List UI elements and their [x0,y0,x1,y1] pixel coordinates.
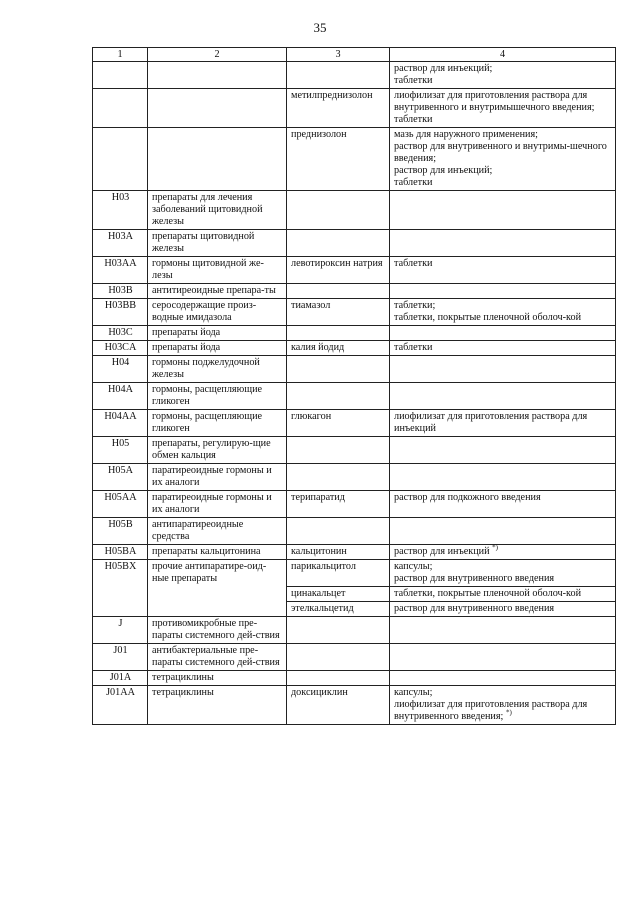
table-row [93,230,616,257]
drug-name-cell [287,671,390,686]
group-name-cell: антитиреоидные препара-ты [148,284,287,299]
dosage-form-cell [390,602,616,617]
column-header: 3 [287,48,390,62]
atc-code-cell: J01AA [93,686,148,725]
table-row [93,299,616,326]
group-name-cell: гормоны поджелудочной железы [148,356,287,383]
group-name-cell: препараты щитовидной железы [148,230,287,257]
atc-code-cell: J [93,617,148,644]
dosage-form-text: капсулы; [394,561,433,572]
table-body [93,62,616,725]
dosage-form-line [394,492,612,504]
table-row [93,89,616,128]
dosage-form-text: раствор для подкожного введения [394,492,541,503]
dosage-form-cell [390,410,616,437]
drug-name-cell [287,464,390,491]
drug-name-cell [287,644,390,671]
dosage-form-line [394,114,612,126]
dosage-form-line [394,75,612,87]
dosage-form-cell [390,356,616,383]
dosage-form-cell [390,617,616,644]
atc-code-cell: H05BA [93,545,148,560]
table-row [93,128,616,191]
table-row [93,356,616,383]
dosage-form-text: таблетки, покрытые пленочной оболоч-кой [394,312,582,323]
group-name-cell: антибактериальные пре-параты системного дей-ствия [148,644,287,671]
footnote-marker: *) [492,543,498,552]
table-header-row [93,48,616,62]
drug-table [92,47,616,725]
drug-name-cell [287,326,390,341]
group-name-cell: гормоны щитовидной же-лезы [148,257,287,284]
dosage-form-cell [390,62,616,89]
dosage-form-cell [390,644,616,671]
drug-name-cell: доксициклин [287,686,390,725]
group-name-cell: паратиреоидные гормоны и их аналоги [148,491,287,518]
group-name-cell [148,89,287,128]
column-header: 2 [148,48,287,62]
dosage-form-cell [390,671,616,686]
atc-code-cell: J01 [93,644,148,671]
dosage-form-line [394,300,612,312]
group-name-cell [148,128,287,191]
atc-code-cell [93,62,148,89]
drug-name-cell: кальцитонин [287,545,390,560]
dosage-form-cell [390,257,616,284]
table-row [93,464,616,491]
dosage-form-text: раствор для инъекций; [394,165,493,176]
dosage-form-text: мазь для наружного применения; [394,129,539,140]
table-row [93,518,616,545]
atc-code-cell: H05B [93,518,148,545]
group-name-cell: препараты йода [148,326,287,341]
drug-name-cell: терипаратид [287,491,390,518]
dosage-form-cell [390,545,616,560]
dosage-form-line [394,63,612,75]
atc-code-cell: H03AA [93,257,148,284]
drug-name-cell: метилпреднизолон [287,89,390,128]
dosage-form-line [394,573,612,585]
atc-code-cell: H03CA [93,341,148,356]
dosage-form-cell [390,464,616,491]
group-name-cell: препараты кальцитонина [148,545,287,560]
table-row [93,257,616,284]
group-name-cell: прочие антипаратире-оид-ные препараты [148,560,287,617]
drug-name-cell [287,518,390,545]
drug-name-cell: левотироксин натрия [287,257,390,284]
atc-code-cell: H05AA [93,491,148,518]
dosage-form-text: таблетки [394,114,433,125]
atc-code-cell: J01A [93,671,148,686]
dosage-form-line [394,90,612,114]
dosage-form-text: таблетки [394,258,433,269]
group-name-cell: гормоны, расщепляющие гликоген [148,383,287,410]
table-row [93,341,616,356]
dosage-form-cell [390,518,616,545]
table-row [93,491,616,518]
drug-name-cell [287,437,390,464]
dosage-form-line [394,588,612,600]
dosage-form-line [394,603,612,615]
dosage-form-line [394,561,612,573]
group-name-cell: противомикробные пре-параты системного дей-ствия [148,617,287,644]
dosage-form-cell [390,128,616,191]
table-row [93,617,616,644]
group-name-cell: препараты для лечения заболеваний щитовидной железы [148,191,287,230]
table-row [93,545,616,560]
dosage-form-cell [390,341,616,356]
dosage-form-line [394,177,612,189]
dosage-form-text: раствор для внутривенного введения [394,603,555,614]
dosage-form-line [394,141,612,165]
group-name-cell [148,62,287,89]
dosage-form-text: таблетки [394,177,433,188]
table-row [93,437,616,464]
drug-name-cell [287,62,390,89]
group-name-cell: антипаратиреоидные средства [148,518,287,545]
dosage-form-text: лиофилизат для приготовления раствора для внутривенного введения; [394,699,588,722]
drug-name-cell [287,284,390,299]
table-row [93,410,616,437]
drug-name-cell: тиамазол [287,299,390,326]
atc-code-cell: H03BB [93,299,148,326]
dosage-form-text: лиофилизат для приготовления раствора для инъекций [394,411,588,434]
atc-code-cell: H05A [93,464,148,491]
column-header: 1 [93,48,148,62]
table-row [93,671,616,686]
dosage-form-text: раствор для инъекций; [394,63,493,74]
drug-name-cell [287,191,390,230]
group-name-cell: тетрациклины [148,686,287,725]
column-header: 4 [390,48,616,62]
group-name-cell: серосодержащие произ-водные имидазола [148,299,287,326]
dosage-form-text: таблетки [394,75,433,86]
table-row [93,383,616,410]
atc-code-cell [93,89,148,128]
group-name-cell: тетрациклины [148,671,287,686]
table-row [93,191,616,230]
dosage-form-line [394,312,612,324]
dosage-form-line [394,543,612,558]
atc-code-cell: H03C [93,326,148,341]
group-name-cell: паратиреоидные гормоны и их аналоги [148,464,287,491]
drug-name-cell [287,356,390,383]
atc-code-cell: H04 [93,356,148,383]
page-number: 35 [313,20,327,35]
dosage-form-cell [390,491,616,518]
dosage-form-cell [390,299,616,326]
dosage-form-cell [390,437,616,464]
drug-name-cell: глюкагон [287,410,390,437]
dosage-form-line [394,165,612,177]
group-name-cell: препараты, регулирую-щие обмен кальция [148,437,287,464]
drug-name-cell: преднизолон [287,128,390,191]
drug-name-cell: калия йодид [287,341,390,356]
drug-name-cell [287,617,390,644]
table-row [93,644,616,671]
dosage-form-text: таблетки [394,342,433,353]
atc-code-cell: H03B [93,284,148,299]
dosage-form-cell [390,326,616,341]
dosage-form-text: раствор для внутривенного и внутримы-шечного введения; [394,141,607,164]
atc-code-cell: H04A [93,383,148,410]
atc-code-cell: H04AA [93,410,148,437]
dosage-form-cell [390,284,616,299]
dosage-form-cell [390,560,616,587]
dosage-form-cell [390,383,616,410]
table-row [93,62,616,89]
dosage-form-cell [390,89,616,128]
table-row [93,284,616,299]
dosage-form-text: раствор для инъекций [394,546,490,557]
table-row [93,326,616,341]
drug-name-cell: парикальцитол [287,560,390,587]
dosage-form-line [394,258,612,270]
dosage-form-cell [390,191,616,230]
atc-code-cell: H03A [93,230,148,257]
dosage-form-cell [390,686,616,725]
dosage-form-text: лиофилизат для приготовления раствора для внутривенного и внутримышечного введения; [394,90,595,113]
dosage-form-line [394,687,612,699]
table-row [93,560,616,587]
table-row [93,686,616,725]
dosage-form-line [394,342,612,354]
dosage-form-text: капсулы; [394,687,433,698]
dosage-form-line [394,129,612,141]
dosage-form-line [394,411,612,435]
dosage-form-cell [390,230,616,257]
group-name-cell: гормоны, расщепляющие гликоген [148,410,287,437]
drug-name-cell: цинакальцет [287,587,390,602]
footnote-marker: *) [505,708,512,717]
atc-code-cell [93,128,148,191]
atc-code-cell: H03 [93,191,148,230]
atc-code-cell: H05 [93,437,148,464]
group-name-cell: препараты йода [148,341,287,356]
atc-code-cell: H05BX [93,560,148,617]
dosage-form-text: раствор для внутривенного введения [394,573,555,584]
drug-name-cell [287,383,390,410]
dosage-form-cell [390,587,616,602]
dosage-form-text: таблетки, покрытые пленочной оболоч-кой [394,588,582,599]
drug-name-cell: этелкальцетид [287,602,390,617]
dosage-form-text: таблетки; [394,300,436,311]
dosage-form-line [394,699,612,723]
drug-name-cell [287,230,390,257]
